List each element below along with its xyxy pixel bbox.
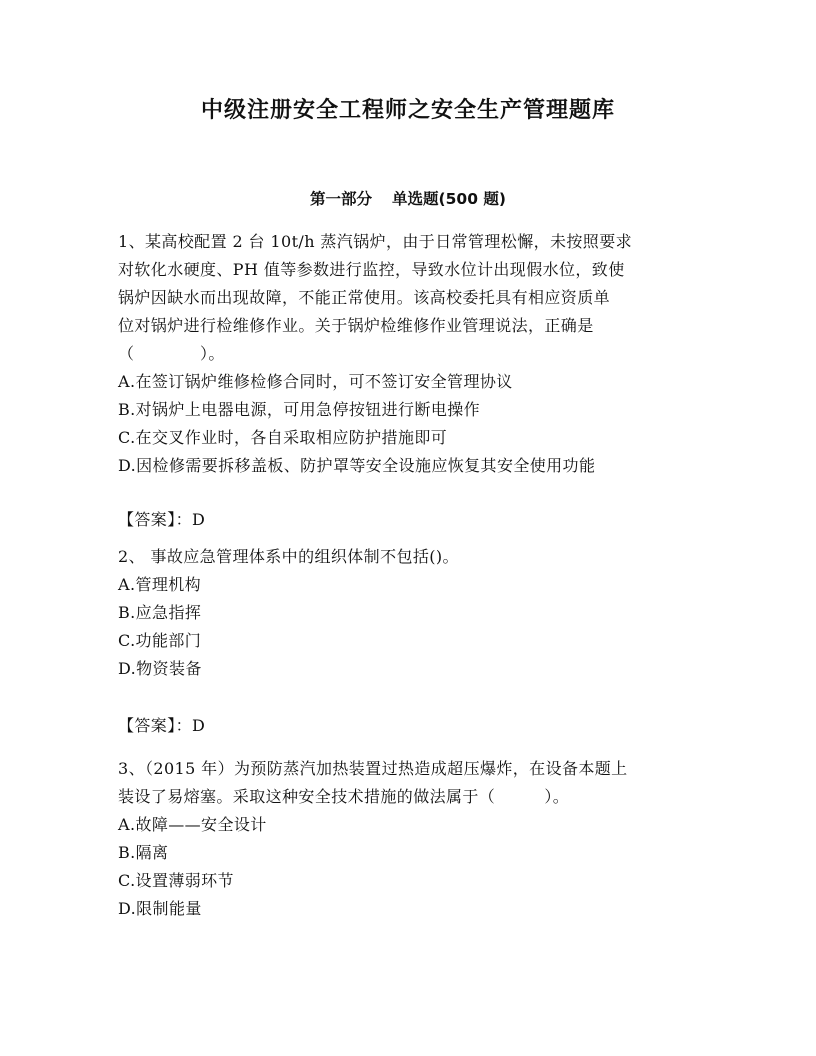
option-c: C.设置薄弱环节 [118, 871, 234, 890]
answer-2: 【答案】：D [118, 716, 206, 735]
option-d: D.因检修需要拆移盖板、防护罩等安全设施应恢复其安全使用功能 [118, 456, 596, 475]
option-a: A.故障——安全设计 [118, 815, 267, 834]
question-text-line: 装设了易熔塞。采取这种安全技术措施的做法属于（ ）。 [118, 787, 570, 806]
section-type: 单选题(500 题) [392, 190, 506, 208]
answer-1: 【答案】：D [118, 510, 206, 529]
option-b: B.隔离 [118, 843, 169, 862]
option-a: A.管理机构 [118, 575, 202, 594]
document-title: 中级注册安全工程师之安全生产管理题库 [200, 98, 615, 123]
option-c: C.功能部门 [118, 631, 202, 650]
question-text-line: 对软化水硬度、PH 值等参数进行监控，导致水位计出现假水位，致使 [118, 260, 625, 279]
option-b: B.应急指挥 [118, 603, 202, 622]
section-heading [0, 186, 816, 212]
option-d: D.限制能量 [118, 899, 202, 918]
option-b: B.对锅炉上电器电源，可用急停按钮进行断电操作 [118, 400, 481, 419]
section-name: 第一部分 [310, 190, 373, 208]
option-a: A.在签订锅炉维修检修合同时，可不签订安全管理协议 [118, 372, 513, 391]
option-d: D.物资装备 [118, 659, 202, 678]
question-text-line: 位对锅炉进行检维修作业。关于锅炉检维修作业管理说法，正确是 [118, 316, 594, 335]
question-text-line: 1、某高校配置 2 台 10t/h 蒸汽锅炉，由于日常管理松懈，未按照要求 [118, 232, 632, 251]
option-c: C.在交叉作业时，各自采取相应防护措施即可 [118, 428, 448, 447]
question-text-line: 2、 事故应急管理体系中的组织体制不包括()。 [118, 547, 459, 566]
question-3 [118, 755, 700, 923]
question-text-line: 3、（2015 年）为预防蒸汽加热装置过热造成超压爆炸，在设备本题上 [118, 759, 628, 778]
question-2 [118, 543, 700, 683]
question-text-line: （ ）。 [118, 344, 225, 363]
question-1 [118, 228, 700, 480]
question-text-line: 锅炉因缺水而出现故障，不能正常使用。该高校委托具有相应资质单 [118, 288, 611, 307]
